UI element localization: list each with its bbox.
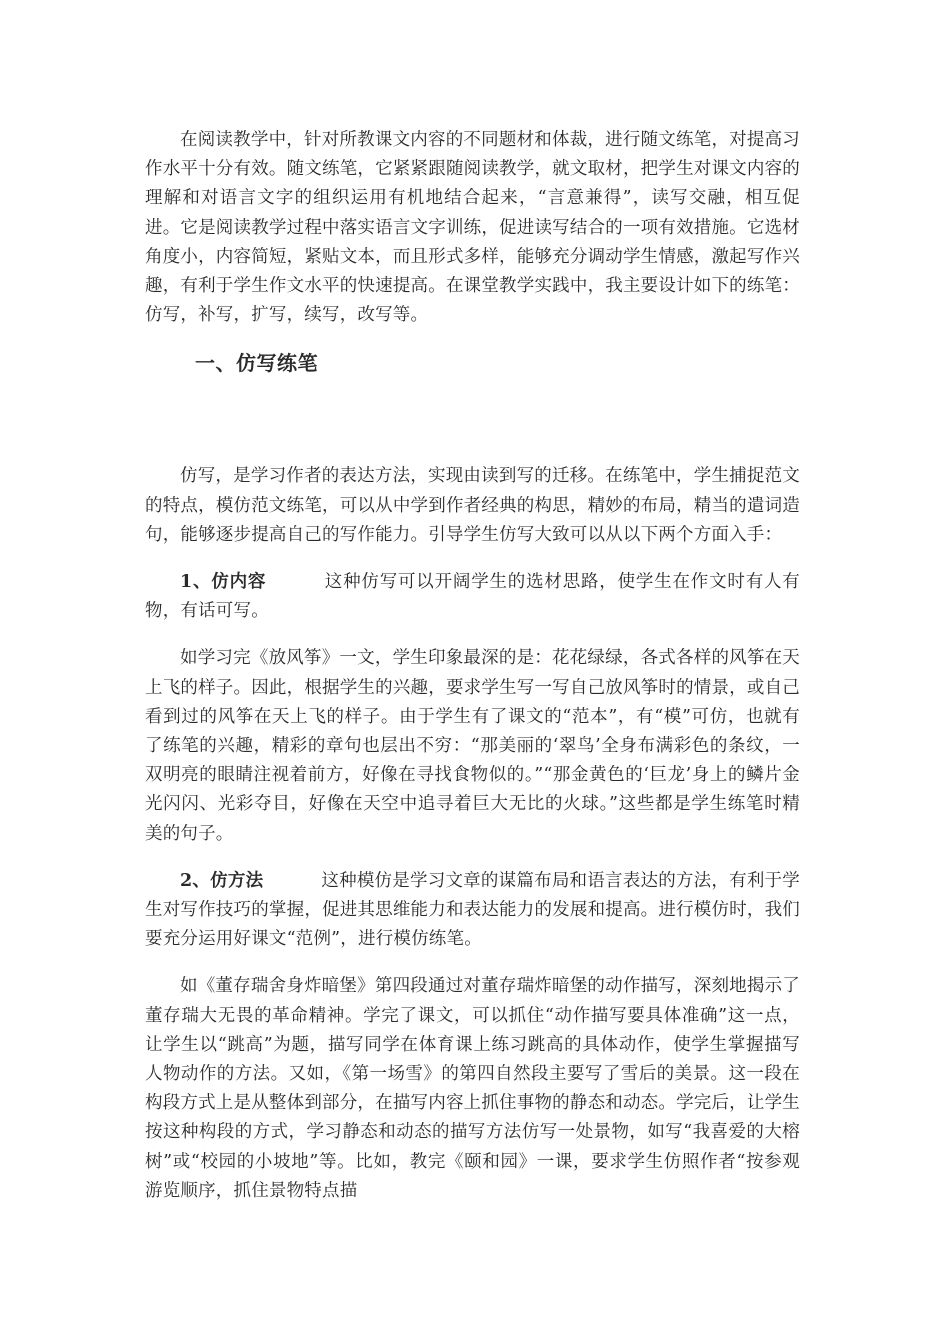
intro-paragraph: 在阅读教学中，针对所教课文内容的不同题材和体裁，进行随文练笔，对提高习作水平十分有效。随文练笔，它紧紧跟随阅读教学，就文取材，把学生对课文内容的理解和对语言文字的组织运用有机地结合起来，“言意兼得”，读写交融，相互促进。它是阅读教学过程中落实语言文字训练，促进读写结合的一项有效措施。它选材角度小，内容简短，紧贴文本，而且形式多样，能够充分调动学生情感，激起写作兴趣，有利于学生作文水平的快速提高。在课堂教学实践中，我主要设计如下的练笔：仿写，补写，扩写，续写，改写等。: [145, 130, 800, 326]
document-page: [145, 126, 800, 1206]
subsection-title-method: 2、仿方法: [180, 870, 264, 891]
subsection-method-text: 这种模仿是学习文章的谋篇布局和语言表达的方法，有利于学生对写作技巧的掌握，促进其思维能力和表达能力的发展和提高。进行模仿时，我们要充分运用好课文“范例”，进行模仿练笔。: [145, 870, 800, 950]
section-heading-imitation: 一、仿写练笔: [195, 351, 318, 376]
subsection-content: [145, 568, 800, 626]
subsection-method: [145, 867, 800, 955]
example-paragraph-dong: 如《董存瑞舍身炸暗堡》第四段通过对董存瑞炸暗堡的动作描写，深刻地揭示了董存瑞大无畏的革命精神。学完了课文，可以抓住“动作描写要具体准确”这一点，让学生以“跳高”为题，描写同学在体育课上练习跳高的具体动作，使学生掌握描写人物动作的方法。又如，《第一场雪》的第四自然段主要写了雪后的美景。这一段在构段方式上是从整体到部分，在描写内容上抓住事物的静态和动态。学完后，让学生按这种构段的方式，学习静态和动态的描写方法仿写一处景物，如写“我喜爱的大榕树”或“校园的小坡地”等。比如，教完《颐和园》一课，要求学生仿照作者“按参观游览顺序，抓住景物特点描: [145, 976, 800, 1201]
imitation-paragraph: 仿写，是学习作者的表达方法，实现由读到写的迁移。在练笔中，学生捕捉范文的特点，模仿范文练笔，可以从中学到作者经典的构思，精妙的布局，精当的遣词造句，能够逐步提高自己的写作能力。引导学生仿写大致可以从以下两个方面入手：: [145, 466, 800, 545]
subsection-content-text: 这种仿写可以开阔学生的选材思路，使学生在作文时有人有物，有话可写。: [145, 572, 800, 622]
subsection-title-content: 1、仿内容: [180, 572, 267, 593]
example-paragraph-kite: 如学习完《放风筝》一文，学生印象最深的是：花花绿绿，各式各样的风筝在天上飞的样子。因此，根据学生的兴趣，要求学生写一写自己放风筝时的情景，或自己看到过的风筝在天上飞的样子。由于学生有了课文的“范本”，有“模”可仿，也就有了练笔的兴趣，精彩的章句也层出不穷：“那美丽的‘翠鸟’全身布满彩色的条纹，一双明亮的眼睛注视着前方，好像在寻找食物似的。”“那金黄色的‘巨龙’身上的鳞片金光闪闪、光彩夺目，好像在天空中追寻着巨大无比的火球。”这些都是学生练笔时精美的句子。: [145, 648, 800, 844]
